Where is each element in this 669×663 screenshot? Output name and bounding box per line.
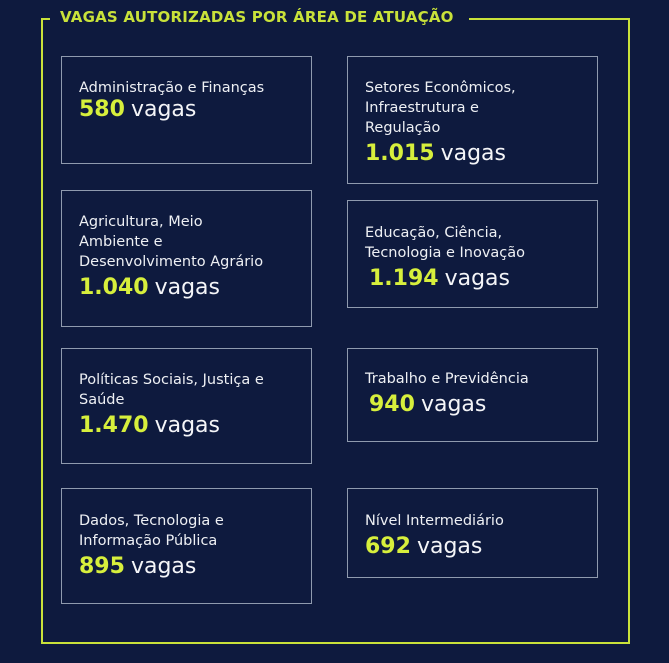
card-value: [79, 553, 311, 581]
vagas-unit: vagas: [420, 392, 487, 417]
card-label: Agricultura, Meio Ambiente e Desenvolvimento Agrário: [79, 214, 264, 270]
card-setores-economicos: [347, 56, 598, 184]
vagas-unit: vagas: [154, 413, 221, 438]
card-nivel-intermediario: [347, 488, 598, 578]
card-label: Setores Econômicos, Infraestrutura e Regulação: [365, 80, 516, 136]
vagas-count: 692: [365, 534, 411, 559]
card-value: [79, 412, 311, 440]
card-label: Políticas Sociais, Justiça e Saúde: [79, 372, 264, 408]
frame-top-left-segment: [41, 18, 50, 20]
vagas-count: 1.015: [365, 141, 435, 166]
card-educacao-ciencia: [347, 200, 598, 308]
vagas-count: 940: [369, 392, 415, 417]
vagas-unit: vagas: [440, 141, 507, 166]
vagas-unit: vagas: [416, 534, 483, 559]
vagas-count: 1.470: [79, 413, 149, 438]
vagas-count: 1.194: [369, 266, 439, 291]
card-value: [79, 274, 311, 302]
frame-top-right-segment: [469, 18, 630, 20]
vagas-unit: vagas: [154, 275, 221, 300]
card-label: Dados, Tecnologia e Informação Pública: [79, 513, 224, 549]
card-dados-tecnologia: [61, 488, 312, 604]
card-label: Administração e Finanças: [79, 80, 265, 96]
vagas-unit: vagas: [130, 554, 197, 579]
card-value: [79, 96, 311, 124]
vagas-unit: vagas: [444, 266, 511, 291]
card-agricultura-meio-ambiente: [61, 190, 312, 327]
card-label: Educação, Ciência, Tecnologia e Inovação: [365, 225, 526, 261]
card-administracao-financas: [61, 56, 312, 164]
card-politicas-sociais: [61, 348, 312, 464]
card-trabalho-previdencia: [347, 348, 598, 442]
card-label: Trabalho e Previdência: [365, 371, 529, 387]
card-value: [365, 533, 597, 561]
card-value: [365, 391, 597, 419]
card-label: Nível Intermediário: [365, 513, 504, 529]
card-value: [365, 140, 597, 168]
vagas-count: 1.040: [79, 275, 149, 300]
card-value: [365, 265, 597, 293]
vagas-count: 580: [79, 97, 125, 122]
vagas-count: 895: [79, 554, 125, 579]
section-heading: VAGAS AUTORIZADAS POR ÁREA DE ATUAÇÃO: [60, 8, 454, 26]
vagas-unit: vagas: [130, 97, 197, 122]
